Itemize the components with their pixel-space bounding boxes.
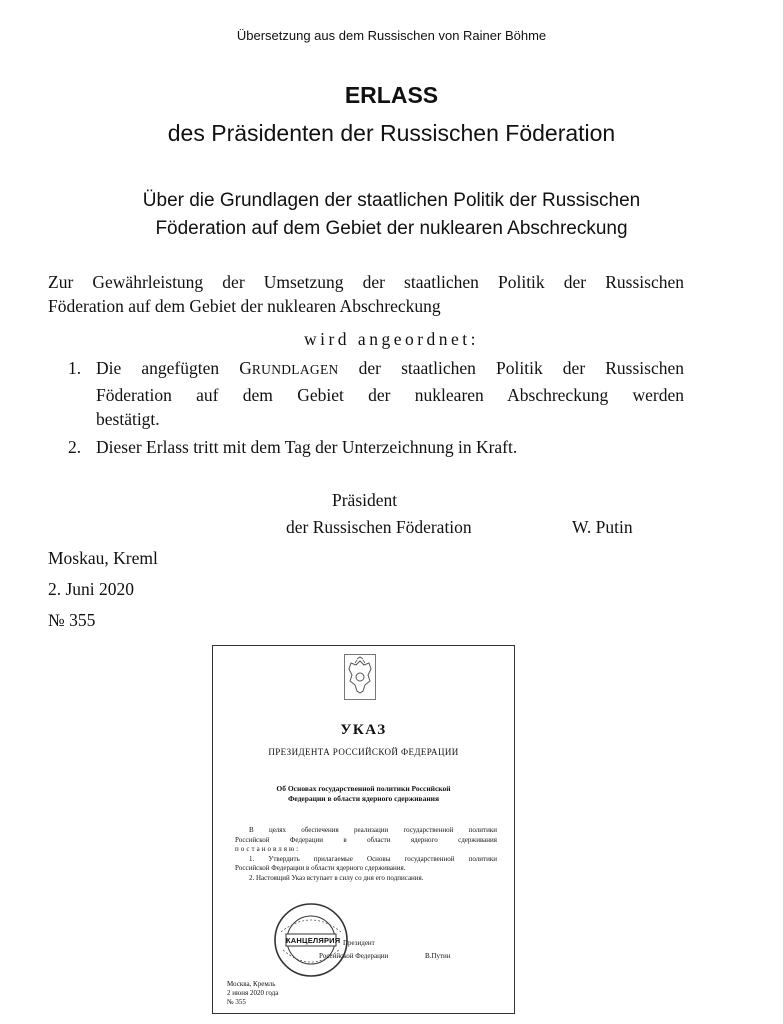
document-subtitle: des Präsidenten der Russischen Föderation bbox=[167, 120, 616, 146]
scan-item-2: 2. Настоящий Указ вступает в силу со дня его подписания. bbox=[249, 873, 424, 882]
list-item-number: 1. bbox=[68, 358, 82, 378]
scan-subject bbox=[213, 784, 514, 804]
list-item-text-post: der staatlichen Politik der Russischen bbox=[338, 358, 685, 378]
original-decree-scan bbox=[212, 645, 515, 1014]
intro-line-1: Zur Gewährleistung der Umsetzung der staatlichen Politik der Russischen bbox=[48, 272, 684, 292]
decree-subject-line-2: Föderation auf dem Gebiet der nuklearen Abschreckung bbox=[155, 218, 628, 239]
scan-body-line-2: Российской Федерации в области ядерного сдерживания bbox=[235, 835, 497, 844]
scan-subtitle: ПРЕЗИДЕНТА РОССИЙСКОЙ ФЕДЕРАЦИИ bbox=[268, 747, 459, 757]
intro-paragraph bbox=[48, 270, 684, 318]
scan-signature-role-line-2: Российской Федерации bbox=[319, 952, 389, 960]
decree-items-list bbox=[68, 356, 684, 462]
list-item-line-3: bestätigt. bbox=[96, 409, 160, 429]
list-item-text: Dieser Erlass tritt mit dem Tag der Unterzeichnung in Kraft. bbox=[96, 436, 518, 457]
scan-signature-role-line-1: Президент bbox=[343, 939, 375, 947]
scan-title: УКАЗ bbox=[340, 722, 387, 738]
scan-subject-line-2: Федерации в области ядерного сдерживания bbox=[287, 794, 440, 803]
stamp-label: КАНЦЕЛЯРИЯ bbox=[286, 936, 341, 945]
place: Moskau, Kreml bbox=[48, 548, 158, 568]
document-title: ERLASS bbox=[344, 82, 439, 108]
signature-role-line-1: Präsident bbox=[332, 490, 398, 510]
coat-of-arms-icon bbox=[344, 654, 376, 700]
list-item-line-1 bbox=[96, 356, 684, 383]
scan-body-line-1: В целях обеспечения реализации государственной политики bbox=[249, 826, 497, 834]
ordered-phrase: wird angeordnet: bbox=[303, 329, 480, 349]
list-item bbox=[68, 356, 684, 432]
grundlagen-small-caps: RUNDLAGEN bbox=[251, 362, 339, 377]
scan-date: 2 июня 2020 года bbox=[227, 989, 279, 997]
signature-name: W. Putin bbox=[572, 517, 633, 537]
decree-number: № 355 bbox=[48, 610, 96, 630]
scan-place: Москва, Кремль bbox=[227, 980, 276, 988]
scan-item-1-line-2: Российской Федерации в области ядерного сдерживания. bbox=[235, 864, 406, 872]
list-item-number: 2. bbox=[68, 436, 82, 457]
scan-signature-name: В.Путин bbox=[425, 952, 451, 960]
scan-body bbox=[235, 826, 497, 883]
list-item-text-pre: Die angefügten bbox=[96, 358, 240, 378]
scan-item-1-line-1: 1. Утвердить прилагаемые Основы государственной политики bbox=[249, 854, 497, 863]
list-item-line-2: Föderation auf dem Gebiet der nuklearen Abschreckung werden bbox=[96, 384, 684, 405]
translator-note: Übersetzung aus dem Russischen von Rainer Böhme bbox=[236, 28, 547, 43]
scan-subject-line-1: Об Основах государственной политики Российской bbox=[276, 784, 451, 793]
signature-role-line-2: der Russischen Föderation bbox=[286, 517, 472, 537]
scan-number: № 355 bbox=[227, 998, 246, 1006]
decree-subject bbox=[0, 187, 783, 243]
list-item bbox=[68, 435, 684, 460]
date: 2. Juni 2020 bbox=[48, 579, 135, 599]
scan-body-line-3: постановляю: bbox=[235, 845, 301, 853]
intro-line-2: Föderation auf dem Gebiet der nuklearen Abschreckung bbox=[48, 296, 441, 316]
grundlagen-caps: GRUNDLAGEN bbox=[239, 358, 339, 378]
decree-subject-line-1: Über die Grundlagen der staatlichen Politik der Russischen bbox=[142, 190, 641, 211]
